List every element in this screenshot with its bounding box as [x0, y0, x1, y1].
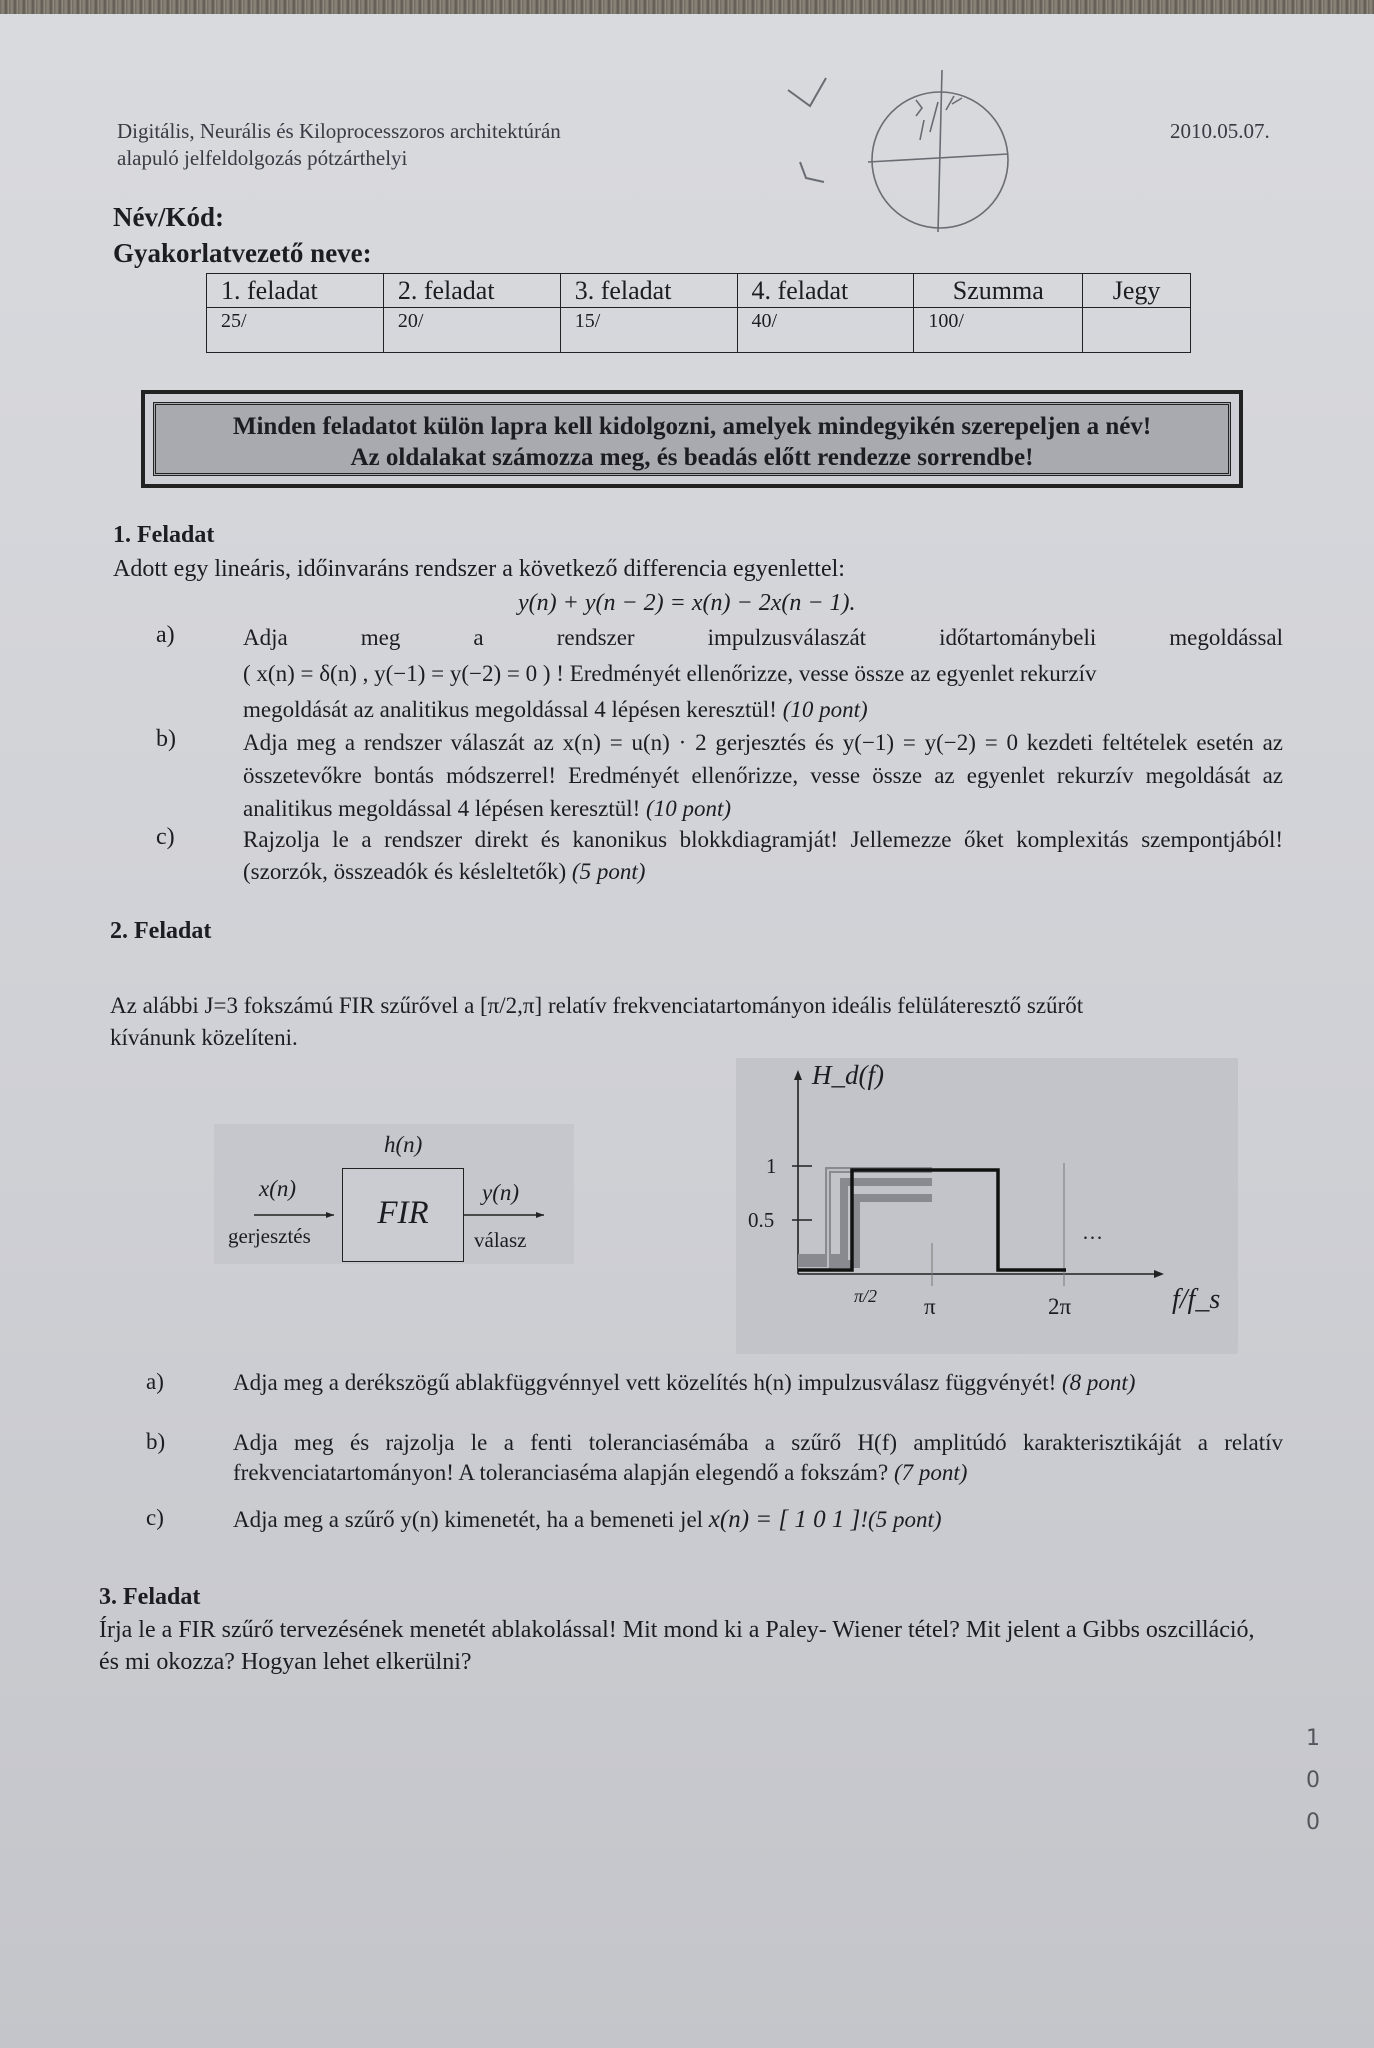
- notice-line2: Az oldalakat számozza meg, és beadás előtt rendezze sorrendbe!: [350, 444, 1034, 471]
- task1-a-line3: [243, 694, 1283, 725]
- impulse-response-label: h(n): [384, 1132, 423, 1157]
- task3-title: 3. Feladat: [99, 1584, 201, 1610]
- sketch-axis: [868, 154, 1008, 162]
- task2-a-points: (8 pont): [1062, 1370, 1136, 1395]
- check-mark: [788, 78, 826, 106]
- sketch-scribble: [916, 100, 922, 116]
- notice-box-inner: [153, 402, 1231, 476]
- plot-x-tick-2pi: 2π: [1048, 1294, 1072, 1319]
- grade-points-3: 15/: [560, 308, 737, 353]
- block-arrows: [214, 1124, 574, 1264]
- margin-mark: 0: [1306, 1768, 1320, 1793]
- task1-a-line2: ( x(n) = δ(n) , y(−1) = y(−2) = 0 ) ! Eredményét ellenőrizze, vesse össze az egyenlet rekurzív: [243, 661, 1097, 686]
- grade-col-mark: Jegy: [1083, 274, 1191, 308]
- task1-a-label: a): [156, 622, 175, 648]
- plot-x-tick-half-pi: π/2: [854, 1286, 878, 1306]
- margin-mark: 1: [1306, 1726, 1320, 1751]
- tolerance-upper-bound: [798, 1182, 932, 1258]
- grade-col-2: 2. feladat: [383, 274, 560, 308]
- task1-equation: y(n) + y(n − 2) = x(n) − 2x(n − 1).: [518, 590, 856, 616]
- fir-box-label: FIR: [377, 1195, 429, 1231]
- grade-col-4: 4. feladat: [737, 274, 914, 308]
- task2-b-text-block: [233, 1428, 1283, 1488]
- grade-table: [206, 273, 1191, 353]
- task2-a-label: a): [146, 1369, 164, 1394]
- input-signal-label: x(n): [259, 1176, 297, 1201]
- task1-c-label: c): [156, 824, 175, 850]
- task1-b-label: b): [156, 726, 176, 752]
- task2-b-points: (7 pont): [893, 1460, 968, 1485]
- task1-a-line3-text: megoldását az analitikus megoldással 4 lépésen keresztül!: [243, 697, 777, 722]
- plot-y-tick-1-label: 1: [766, 1154, 777, 1178]
- task1-a-points: (10 pont): [782, 697, 868, 722]
- fir-block-diagram: [214, 1124, 574, 1264]
- task2-c-label: c): [146, 1505, 164, 1530]
- task1-intro: Adott egy lineáris, időinvaráns rendszer a következő differencia egyenlettel:: [113, 556, 845, 582]
- task1-title: 1. Feladat: [113, 522, 215, 548]
- task2-intro-line2: kívánunk közelíteni.: [110, 1025, 298, 1050]
- grade-points-sum: 100/: [914, 308, 1083, 353]
- margin-mark: 0: [1306, 1810, 1320, 1835]
- tolerance-plot: [736, 1058, 1238, 1354]
- name-field-label: Név/Kód:: [113, 202, 224, 232]
- exam-date: 2010.05.07.: [1170, 119, 1270, 143]
- sketch-axis: [938, 70, 942, 232]
- instructor-field-label: Gyakorlatvezető neve:: [113, 238, 372, 268]
- task2-b-text: Adja meg és rajzolja le a fenti toleranciasémába a szűrő H(f) amplitúdó karakterisztikáját a relatív frekvenciatartományon! A toleranciaséma alapján elegendő a fokszám?: [233, 1430, 1283, 1485]
- task2-b-label: b): [146, 1429, 166, 1454]
- task2-a-text-block: [233, 1368, 1283, 1398]
- grade-col-1: 1. feladat: [207, 274, 384, 308]
- plot-ylabel: H_d(f): [812, 1060, 884, 1090]
- grade-points-2: 20/: [383, 308, 560, 353]
- task2-c-text-block: [233, 1504, 1283, 1535]
- task2-a-text: Adja meg a derékszögű ablakfüggvénnyel vett közelítés h(n) impulzusválasz függvényét!: [233, 1370, 1057, 1395]
- grade-points-1: 25/: [207, 308, 384, 353]
- tolerance-plot-svg: [736, 1058, 1238, 1354]
- course-title-line2: alapuló jelfeldolgozás pótzárthelyi: [117, 146, 408, 170]
- notice-line1: Minden feladatot külön lapra kell kidolgozni, amelyek mindegyikén szerepeljen a név!: [232, 413, 1152, 440]
- x-axis-arrowhead: [1154, 1270, 1164, 1278]
- plot-xlabel: f/f_s: [1172, 1284, 1221, 1315]
- grade-col-3: 3. feladat: [560, 274, 737, 308]
- grade-points-4: 40/: [737, 308, 914, 353]
- task3-text: Írja le a FIR szűrő tervezésének menetét ablakolással! Mit mond ki a Paley- Wiener tétel? Mit jelent a Gibbs oszcilláció, és mi okozza? Hogyan lehet elkerülni?: [99, 1617, 1255, 1675]
- y-axis-arrowhead: [794, 1070, 802, 1080]
- task1-b-points: (10 pont): [646, 796, 731, 821]
- task1-c-points: (5 pont): [571, 859, 646, 884]
- notice-box: [141, 390, 1243, 488]
- task2-intro-line1: Az alábbi J=3 fokszámú FIR szűrővel a [π/2,π] relatív frekvenciatartományon ideális felüláteresztő szűrőt: [110, 993, 1084, 1018]
- task1-b-text: Adja meg a rendszer válaszát az x(n) = u(n) · 2 gerjesztés és y(−1) = y(−2) = 0 kezdeti feltételek esetén az összetevőkre bontás módszerrel! Eredményét ellenőrizze, vesse össze az egyenlet rekurzív megoldását az analitikus megoldással 4 lépésen keresztül!: [243, 730, 1283, 821]
- plot-x-tick-pi: π: [924, 1294, 936, 1319]
- task1-a-line1: Adja meg a rendszer impulzusválaszát időtartománybeli megoldással: [243, 625, 1283, 650]
- grade-table-points-row: [207, 308, 1191, 353]
- course-title-line1: Digitális, Neurális és Kiloprocesszoros architektúrán: [117, 119, 561, 143]
- task1-c-text-block: [243, 824, 1283, 888]
- output-arrowhead: [536, 1212, 544, 1218]
- task2-title: 2. Feladat: [110, 918, 212, 944]
- plot-ellipsis: …: [1082, 1220, 1103, 1244]
- grade-col-sum: Szumma: [914, 274, 1083, 308]
- output-signal-label: y(n): [482, 1180, 520, 1205]
- output-caption: válasz: [474, 1228, 527, 1252]
- task2-c-signal: x(n) = [ 1 0 1 ]: [708, 1506, 861, 1533]
- course-title: [117, 118, 561, 172]
- task2-c-points: !(5 pont): [860, 1507, 942, 1532]
- task2-c-text: Adja meg a szűrő y(n) kimenetét, ha a bemeneti jel: [233, 1507, 704, 1532]
- plot-y-tick-05-label: 0.5: [748, 1208, 775, 1232]
- handwritten-sketch: [770, 50, 1030, 250]
- check-mark: [800, 162, 824, 182]
- input-arrowhead: [326, 1212, 334, 1218]
- grade-table-header-row: [207, 274, 1191, 308]
- margin-marks: [1306, 1718, 1320, 1844]
- task1-b-text-block: [243, 726, 1283, 825]
- task1-c-text: Rajzolja le a rendszer direkt és kanonikus blokkdiagramját! Jellemezze őket komplexitás szempontjából! (szorzók, összeadók és késleltetők): [243, 827, 1283, 884]
- grade-points-mark: [1083, 308, 1191, 353]
- input-caption: gerjesztés: [228, 1224, 311, 1248]
